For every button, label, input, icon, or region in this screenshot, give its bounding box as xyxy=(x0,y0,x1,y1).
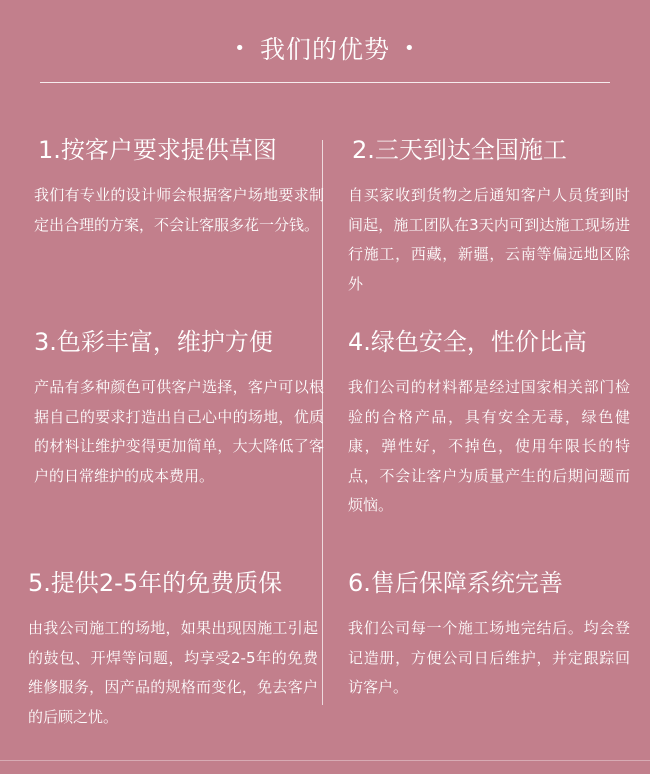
advantage-card-2 xyxy=(348,130,630,299)
advantage-card-6 xyxy=(348,563,630,703)
advantage-title: 1.按客户要求提供草图 xyxy=(38,136,277,164)
advantage-card-1 xyxy=(34,130,324,240)
advantage-title: 4.绿色安全，性价比高 xyxy=(348,328,587,356)
advantage-text: 我们公司的材料都是经过国家相关部门检验的合格产品，具有安全无毒，绿色健康，弹性好，不掉色，使用年限长的特点，不会让客户为质量产生的后期问题而烦恼。 xyxy=(348,378,630,514)
bullet-right: • xyxy=(404,38,416,59)
advantage-title: 6.售后保障系统完善 xyxy=(348,569,563,597)
page-header xyxy=(0,30,650,66)
advantage-title: 3.色彩丰富，维护方便 xyxy=(34,328,273,356)
advantage-card-5 xyxy=(28,563,318,732)
bullet-left: • xyxy=(234,38,246,59)
advantage-text: 我们公司每一个施工场地完结后。均会登记造册，方便公司日后维护，并定跟踪回访客户。 xyxy=(348,619,630,696)
footer-divider xyxy=(0,760,650,761)
page-title: 我们的优势 xyxy=(259,35,390,64)
advantage-title: 5.提供2-5年的免费质保 xyxy=(28,569,283,597)
advantage-text: 产品有多种颜色可供客户选择，客户可以根据自己的要求打造出自己心中的场地，优质的材料让维护变得更加简单，大大降低了客户的日常维护的成本费用。 xyxy=(34,378,324,485)
header-divider xyxy=(40,82,610,83)
advantage-title: 2.三天到达全国施工 xyxy=(352,136,567,164)
advantage-text: 自买家收到货物之后通知客户人员货到时间起，施工团队在3天内可到达施工现场进行施工，西藏，新疆，云南等偏远地区除外 xyxy=(348,186,630,293)
advantage-text: 由我公司施工的场地，如果出现因施工引起的鼓包、开焊等问题，均享受2-5年的免费维修服务，因产品的规格而变化，免去客户的后顾之忧。 xyxy=(28,619,318,726)
advantage-card-3 xyxy=(34,322,324,491)
advantage-text: 我们有专业的设计师会根据客户场地要求制定出合理的方案，不会让客服多花一分钱。 xyxy=(34,186,324,234)
advantage-card-4 xyxy=(348,322,630,521)
